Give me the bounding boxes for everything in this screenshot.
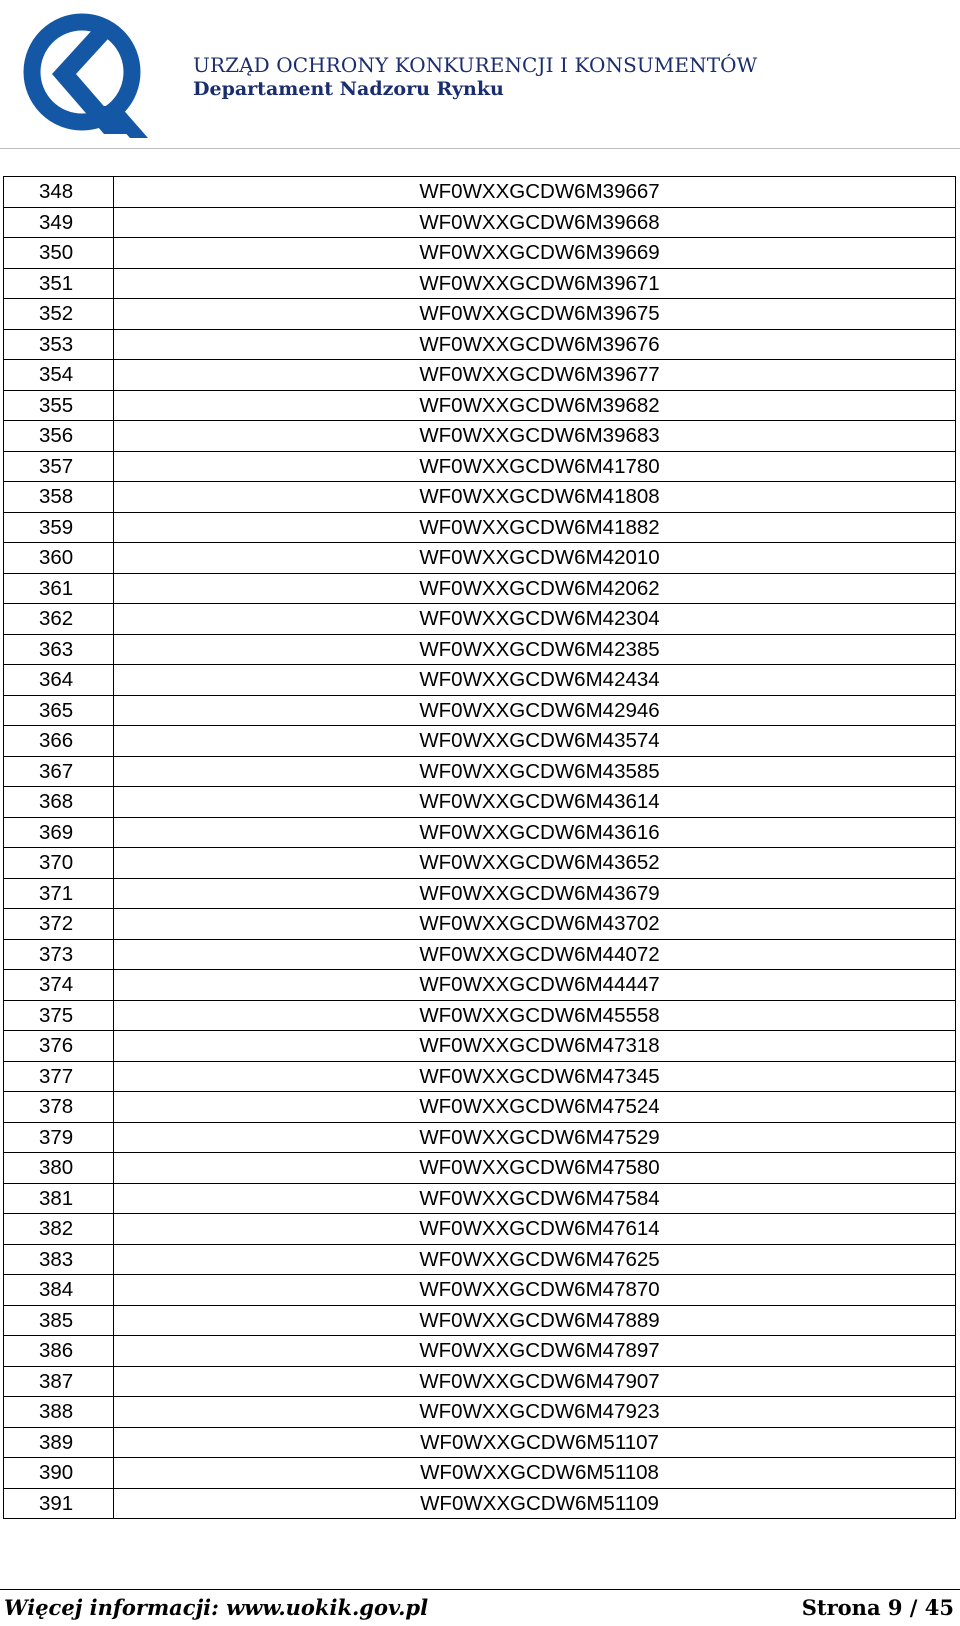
row-number-cell: 360 bbox=[4, 543, 114, 574]
row-number-cell: 369 bbox=[4, 817, 114, 848]
row-number-cell: 378 bbox=[4, 1092, 114, 1123]
vin-table bbox=[3, 176, 956, 1519]
table-row bbox=[4, 1458, 956, 1489]
row-number-cell: 359 bbox=[4, 512, 114, 543]
table-row bbox=[4, 909, 956, 940]
table-row bbox=[4, 1000, 956, 1031]
table-row bbox=[4, 604, 956, 635]
vin-cell: WF0WXXGCDW6M47625 bbox=[114, 1244, 956, 1275]
vin-cell: WF0WXXGCDW6M47318 bbox=[114, 1031, 956, 1062]
organization-name: URZĄD OCHRONY KONKURENCJI I KONSUMENTÓW bbox=[193, 53, 758, 77]
row-number-cell: 351 bbox=[4, 268, 114, 299]
table-row bbox=[4, 878, 956, 909]
table-row bbox=[4, 329, 956, 360]
vin-cell: WF0WXXGCDW6M39675 bbox=[114, 299, 956, 330]
page-number: Strona 9 / 45 bbox=[801, 1595, 954, 1620]
table-row bbox=[4, 451, 956, 482]
row-number-cell: 363 bbox=[4, 634, 114, 665]
row-number-cell: 374 bbox=[4, 970, 114, 1001]
vin-cell: WF0WXXGCDW6M44447 bbox=[114, 970, 956, 1001]
table-row bbox=[4, 421, 956, 452]
vin-cell: WF0WXXGCDW6M42010 bbox=[114, 543, 956, 574]
row-number-cell: 376 bbox=[4, 1031, 114, 1062]
table-row bbox=[4, 1336, 956, 1367]
vin-cell: WF0WXXGCDW6M47580 bbox=[114, 1153, 956, 1184]
table-row bbox=[4, 238, 956, 269]
vin-cell: WF0WXXGCDW6M47524 bbox=[114, 1092, 956, 1123]
row-number-cell: 349 bbox=[4, 207, 114, 238]
vin-cell: WF0WXXGCDW6M51109 bbox=[114, 1488, 956, 1519]
vin-cell: WF0WXXGCDW6M43679 bbox=[114, 878, 956, 909]
table-row bbox=[4, 1183, 956, 1214]
row-number-cell: 388 bbox=[4, 1397, 114, 1428]
row-number-cell: 358 bbox=[4, 482, 114, 513]
vin-cell: WF0WXXGCDW6M47923 bbox=[114, 1397, 956, 1428]
vin-cell: WF0WXXGCDW6M42304 bbox=[114, 604, 956, 635]
table-row bbox=[4, 1427, 956, 1458]
row-number-cell: 373 bbox=[4, 939, 114, 970]
vin-cell: WF0WXXGCDW6M47529 bbox=[114, 1122, 956, 1153]
table-row bbox=[4, 939, 956, 970]
row-number-cell: 390 bbox=[4, 1458, 114, 1489]
table-row bbox=[4, 1061, 956, 1092]
table-row bbox=[4, 817, 956, 848]
table-row bbox=[4, 1214, 956, 1245]
vin-cell: WF0WXXGCDW6M43702 bbox=[114, 909, 956, 940]
vin-cell: WF0WXXGCDW6M41780 bbox=[114, 451, 956, 482]
table-row bbox=[4, 207, 956, 238]
vin-cell: WF0WXXGCDW6M41808 bbox=[114, 482, 956, 513]
vin-cell: WF0WXXGCDW6M39667 bbox=[114, 177, 956, 208]
footer-divider bbox=[0, 1589, 960, 1590]
vin-cell: WF0WXXGCDW6M41882 bbox=[114, 512, 956, 543]
table-row bbox=[4, 360, 956, 391]
row-number-cell: 368 bbox=[4, 787, 114, 818]
table-row bbox=[4, 1122, 956, 1153]
table-row bbox=[4, 1031, 956, 1062]
row-number-cell: 375 bbox=[4, 1000, 114, 1031]
vin-cell: WF0WXXGCDW6M47889 bbox=[114, 1305, 956, 1336]
row-number-cell: 361 bbox=[4, 573, 114, 604]
vin-cell: WF0WXXGCDW6M47870 bbox=[114, 1275, 956, 1306]
table-row bbox=[4, 695, 956, 726]
row-number-cell: 382 bbox=[4, 1214, 114, 1245]
row-number-cell: 381 bbox=[4, 1183, 114, 1214]
department-name: Departament Nadzoru Rynku bbox=[193, 78, 504, 100]
table-row bbox=[4, 756, 956, 787]
vin-cell: WF0WXXGCDW6M43652 bbox=[114, 848, 956, 879]
row-number-cell: 365 bbox=[4, 695, 114, 726]
row-number-cell: 367 bbox=[4, 756, 114, 787]
table-row bbox=[4, 726, 956, 757]
vin-cell: WF0WXXGCDW6M42946 bbox=[114, 695, 956, 726]
table-row bbox=[4, 573, 956, 604]
row-number-cell: 362 bbox=[4, 604, 114, 635]
row-number-cell: 386 bbox=[4, 1336, 114, 1367]
vin-cell: WF0WXXGCDW6M47584 bbox=[114, 1183, 956, 1214]
vin-cell: WF0WXXGCDW6M51108 bbox=[114, 1458, 956, 1489]
row-number-cell: 364 bbox=[4, 665, 114, 696]
row-number-cell: 357 bbox=[4, 451, 114, 482]
vin-cell: WF0WXXGCDW6M39677 bbox=[114, 360, 956, 391]
vin-table-body bbox=[4, 177, 956, 1519]
vin-table-container bbox=[3, 176, 956, 1519]
row-number-cell: 377 bbox=[4, 1061, 114, 1092]
row-number-cell: 348 bbox=[4, 177, 114, 208]
table-row bbox=[4, 512, 956, 543]
vin-cell: WF0WXXGCDW6M42434 bbox=[114, 665, 956, 696]
uokik-logo-icon bbox=[22, 10, 154, 140]
vin-cell: WF0WXXGCDW6M47614 bbox=[114, 1214, 956, 1245]
table-row bbox=[4, 665, 956, 696]
vin-cell: WF0WXXGCDW6M42385 bbox=[114, 634, 956, 665]
vin-cell: WF0WXXGCDW6M47907 bbox=[114, 1366, 956, 1397]
row-number-cell: 384 bbox=[4, 1275, 114, 1306]
header-divider bbox=[0, 148, 960, 149]
table-row bbox=[4, 1305, 956, 1336]
row-number-cell: 385 bbox=[4, 1305, 114, 1336]
table-row bbox=[4, 1153, 956, 1184]
vin-cell: WF0WXXGCDW6M39676 bbox=[114, 329, 956, 360]
row-number-cell: 383 bbox=[4, 1244, 114, 1275]
table-row bbox=[4, 268, 956, 299]
row-number-cell: 370 bbox=[4, 848, 114, 879]
table-row bbox=[4, 543, 956, 574]
table-row bbox=[4, 1244, 956, 1275]
vin-cell: WF0WXXGCDW6M43614 bbox=[114, 787, 956, 818]
row-number-cell: 353 bbox=[4, 329, 114, 360]
vin-cell: WF0WXXGCDW6M39669 bbox=[114, 238, 956, 269]
row-number-cell: 355 bbox=[4, 390, 114, 421]
table-row bbox=[4, 634, 956, 665]
table-row bbox=[4, 787, 956, 818]
vin-cell: WF0WXXGCDW6M39683 bbox=[114, 421, 956, 452]
more-info-text: Więcej informacji: www.uokik.gov.pl bbox=[4, 1595, 429, 1620]
table-row bbox=[4, 970, 956, 1001]
row-number-cell: 352 bbox=[4, 299, 114, 330]
row-number-cell: 391 bbox=[4, 1488, 114, 1519]
vin-cell: WF0WXXGCDW6M47897 bbox=[114, 1336, 956, 1367]
table-row bbox=[4, 1397, 956, 1428]
row-number-cell: 354 bbox=[4, 360, 114, 391]
vin-cell: WF0WXXGCDW6M39671 bbox=[114, 268, 956, 299]
table-row bbox=[4, 848, 956, 879]
table-row bbox=[4, 1092, 956, 1123]
table-row bbox=[4, 177, 956, 208]
vin-cell: WF0WXXGCDW6M45558 bbox=[114, 1000, 956, 1031]
vin-cell: WF0WXXGCDW6M42062 bbox=[114, 573, 956, 604]
vin-cell: WF0WXXGCDW6M43616 bbox=[114, 817, 956, 848]
row-number-cell: 380 bbox=[4, 1153, 114, 1184]
row-number-cell: 366 bbox=[4, 726, 114, 757]
vin-cell: WF0WXXGCDW6M44072 bbox=[114, 939, 956, 970]
table-row bbox=[4, 299, 956, 330]
row-number-cell: 350 bbox=[4, 238, 114, 269]
vin-cell: WF0WXXGCDW6M43574 bbox=[114, 726, 956, 757]
table-row bbox=[4, 1275, 956, 1306]
vin-cell: WF0WXXGCDW6M39682 bbox=[114, 390, 956, 421]
page-header bbox=[0, 0, 960, 150]
row-number-cell: 379 bbox=[4, 1122, 114, 1153]
row-number-cell: 371 bbox=[4, 878, 114, 909]
vin-cell: WF0WXXGCDW6M51107 bbox=[114, 1427, 956, 1458]
row-number-cell: 387 bbox=[4, 1366, 114, 1397]
vin-cell: WF0WXXGCDW6M39668 bbox=[114, 207, 956, 238]
row-number-cell: 372 bbox=[4, 909, 114, 940]
table-row bbox=[4, 390, 956, 421]
row-number-cell: 389 bbox=[4, 1427, 114, 1458]
table-row bbox=[4, 1366, 956, 1397]
vin-cell: WF0WXXGCDW6M43585 bbox=[114, 756, 956, 787]
vin-cell: WF0WXXGCDW6M47345 bbox=[114, 1061, 956, 1092]
table-row bbox=[4, 1488, 956, 1519]
row-number-cell: 356 bbox=[4, 421, 114, 452]
table-row bbox=[4, 482, 956, 513]
